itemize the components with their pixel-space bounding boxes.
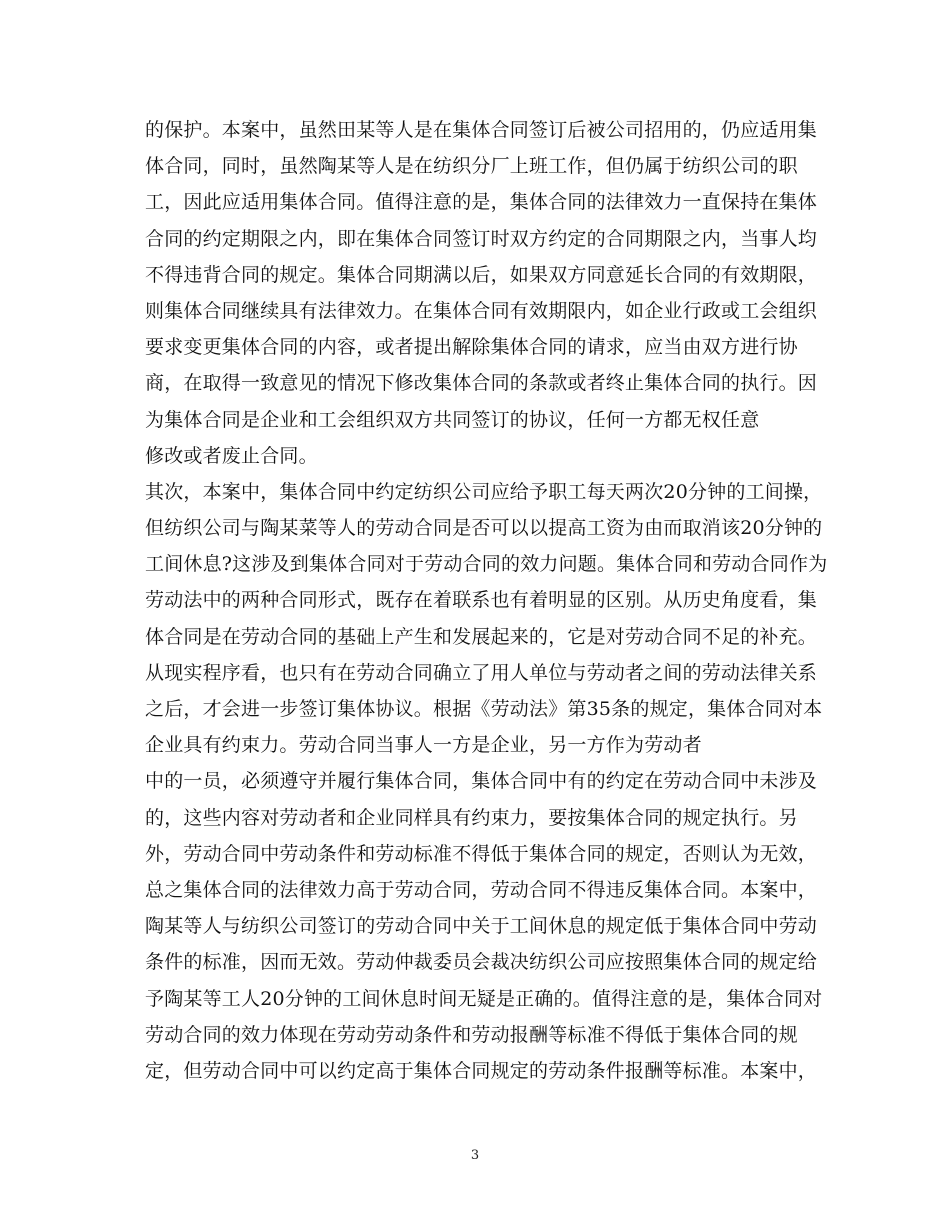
text-line: 的，这些内容对劳动者和企业同样具有约束力，要按集体合同的规定执行。另 [145, 806, 798, 829]
text-line: 定，但劳动合同中可以约定高于集体合同规定的劳动条件报酬等标准。本案中， [145, 1059, 818, 1082]
text-line: 劳动法中的两种合同形式，既存在着联系也有着明显的区别。从历史角度看，集 [145, 589, 818, 612]
text-line: 体合同，同时，虽然陶某等人是在纺织分厂上班工作，但仍属于纺织公司的职 [145, 155, 798, 178]
text-line: 的保护。本案中，虽然田某等人是在集体合同签订后被公司招用的，仍应适用集 [145, 119, 818, 141]
text-line: 工间休息?这涉及到集体合同对于劳动合同的效力问题。集体合同和劳动合同作为 [145, 553, 828, 576]
text-line: 条件的标准，因而无效。劳动仲裁委员会裁决纺织公司应按照集体合同的规定给 [145, 951, 818, 974]
page-number: 3 [470, 1148, 480, 1163]
text-line: 中的一员，必须遵守并履行集体合同，集体合同中有的约定在劳动合同中未涉及 [145, 770, 818, 793]
text-line: 不得违背合同的规定。集体合同期满以后，如果双方同意延长合同的有效期限， [145, 263, 818, 286]
text-line: 从现实程序看，也只有在劳动合同确立了用人单位与劳动者之间的劳动法律关系 [145, 661, 818, 684]
text-line: 但纺织公司与陶某菜等人的劳动合同是否可以以提高工资为由而取消该20分钟的 [145, 517, 823, 540]
text-line: 要求变更集体合同的内容，或者提出解除集体合同的请求，应当由双方进行协 [145, 336, 798, 359]
text-line: 商，在取得一致意见的情况下修改集体合同的条款或者终止集体合同的执行。因 [145, 372, 818, 395]
body-text [145, 112, 828, 1089]
text-line: 工，因此应适用集体合同。值得注意的是，集体合同的法律效力一直保持在集体 [145, 191, 818, 214]
text-line: 则集体合同继续具有法律效力。在集体合同有效期限内，如企业行政或工会组织 [145, 299, 818, 322]
text-line: 劳动合同的效力体现在劳动劳动条件和劳动报酬等标准不得低于集体合同的规 [145, 1023, 798, 1046]
text-line: 体合同是在劳动合同的基础上产生和发展起来的，它是对劳动合同不足的补充。 [145, 625, 818, 648]
text-line: 总之集体合同的法律效力高于劳动合同，劳动合同不得违反集体合同。本案中， [145, 878, 818, 901]
text-line: 之后，才会进一步签订集体协议。根据《劳动法》第35条的规定，集体合同对本 [145, 698, 823, 720]
text-line: 陶某等人与纺织公司签订的劳动合同中关于工间休息的规定低于集体合同中劳动 [145, 915, 818, 938]
text-line: 其次，本案中，集体合同中约定纺织公司应给予职工每天两次20分钟的工间操， [145, 480, 823, 503]
text-line: 企业具有约束力。劳动合同当事人一方是企业，另一方作为劳动者 [145, 734, 702, 757]
text-line: 合同的约定期限之内，即在集体合同签订时双方约定的合同期限之内，当事人均 [145, 227, 818, 250]
text-line: 为集体合同是企业和工会组织双方共同签订的协议，任何一方都无权任意 [145, 408, 760, 431]
text-line: 外，劳动合同中劳动条件和劳动标准不得低于集体合同的规定，否则认为无效， [145, 842, 818, 865]
text-line: 予陶某等工人20分钟的工间休息时间无疑是正确的。值得注意的是，集体合同对 [145, 987, 823, 1010]
text-line: 修改或者废止合同。 [145, 444, 318, 467]
